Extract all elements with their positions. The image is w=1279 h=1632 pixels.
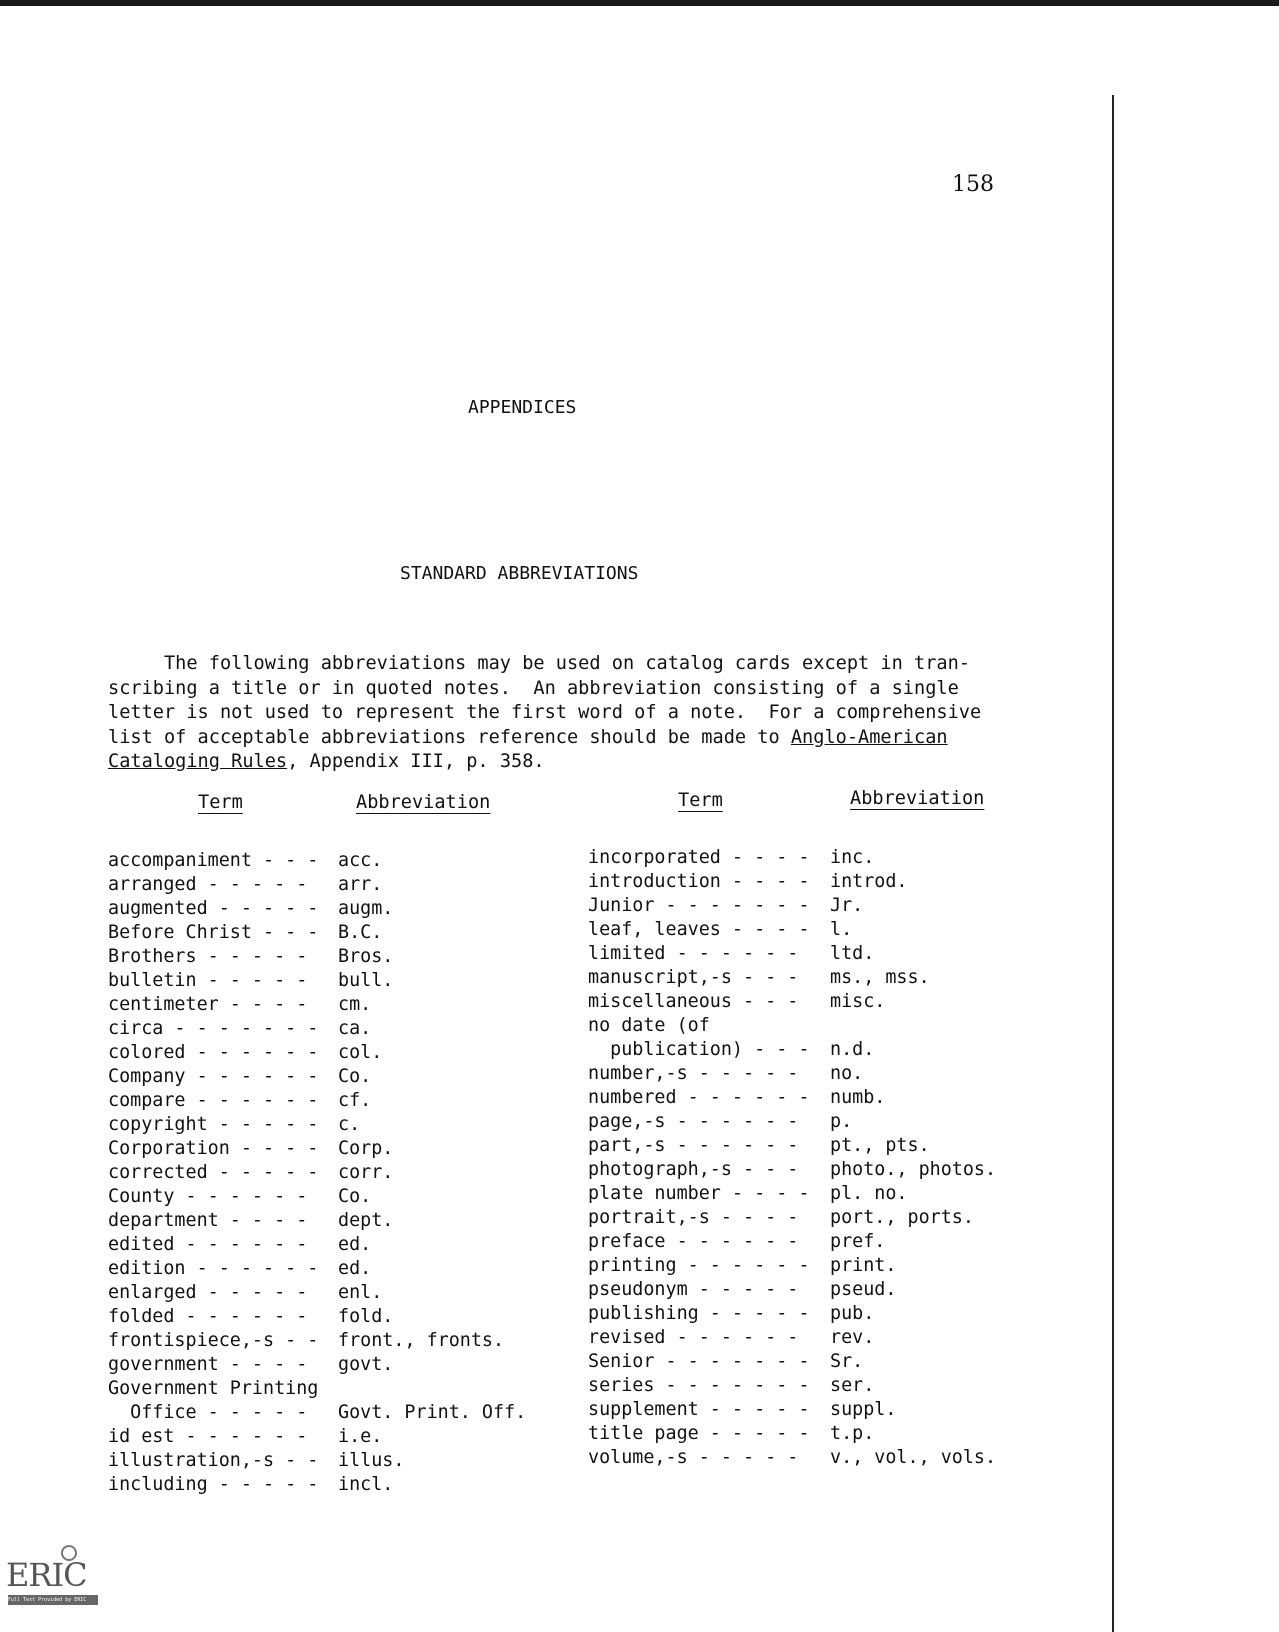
term-cell: Corporation - - - - (108, 1138, 319, 1159)
term-cell: part,-s - - - - - - (588, 1135, 799, 1156)
abbreviation-cell: ltd. (830, 943, 875, 964)
term-cell: number,-s - - - - - (588, 1063, 799, 1084)
intro-line: list of acceptable abbreviations reference should be made to (108, 726, 791, 748)
abbreviation-cell: suppl. (830, 1399, 897, 1420)
intro-paragraph (108, 652, 1008, 775)
term-cell: photograph,-s - - - (588, 1159, 799, 1180)
abbreviation-row (588, 918, 853, 942)
term-cell: folded - - - - - - (108, 1306, 308, 1327)
abbreviation-cell: acc. (338, 850, 383, 871)
term-cell: including - - - - - (108, 1474, 319, 1495)
abbreviation-row (588, 1038, 875, 1062)
abbreviation-row (588, 1398, 897, 1422)
term-cell: leaf, leaves - - - - (588, 919, 810, 940)
left-abbreviation-list (108, 849, 527, 1497)
abbreviation-cell: ser. (830, 1375, 875, 1396)
reference-title: Anglo-American (790, 726, 948, 748)
logo-subtitle: Full Text Provided by ERIC (8, 1595, 98, 1605)
abbreviation-row (588, 942, 875, 966)
abbreviation-row (588, 1326, 875, 1350)
term-cell: government - - - - (108, 1354, 308, 1375)
abbreviation-cell: port., ports. (830, 1207, 974, 1228)
intro-line: , Appendix III, p. 358. (287, 751, 545, 772)
intro-line: scribing a title or in quoted notes. An abbreviation consisting of a single (108, 677, 959, 699)
term-cell: publishing - - - - - (588, 1303, 810, 1324)
abbreviation-row (108, 1209, 394, 1233)
abbreviation-row (108, 1281, 383, 1305)
term-cell: manuscript,-s - - - (588, 967, 799, 988)
logo-text: ERIC (6, 1556, 87, 1594)
term-cell: edition - - - - - - (108, 1258, 319, 1279)
abbreviation-row (108, 1329, 505, 1353)
abbreviation-row (588, 1182, 908, 1206)
abbreviation-row (588, 1446, 997, 1470)
term-cell: Senior - - - - - - - (588, 1351, 810, 1372)
abbreviation-row (108, 1473, 394, 1497)
abbreviation-cell: no. (830, 1063, 864, 1084)
abbreviation-row (588, 1158, 997, 1182)
term-cell: Office - - - - - (108, 1402, 308, 1423)
abbreviation-cell: rev. (830, 1327, 875, 1348)
term-cell: department - - - - (108, 1210, 308, 1231)
abbreviation-row (588, 1302, 875, 1326)
term-cell: preface - - - - - - (588, 1231, 799, 1252)
abbreviation-row (108, 969, 394, 993)
intro-line: letter is not used to represent the first word of a note. For a comprehensive (108, 702, 982, 723)
abbreviation-row (108, 1017, 372, 1041)
section-heading: STANDARD ABBREVIATIONS (400, 563, 639, 584)
term-cell: publication) - - - (588, 1039, 810, 1060)
abbreviation-row (588, 1062, 864, 1086)
abbreviation-row (588, 1206, 974, 1230)
abbreviation-row (588, 846, 875, 870)
abbreviation-cell: print. (830, 1255, 897, 1276)
term-cell: title page - - - - - (588, 1423, 810, 1444)
term-cell: corrected - - - - - (108, 1162, 319, 1183)
abbreviation-cell: ca. (338, 1018, 372, 1039)
abbreviation-row (108, 1377, 318, 1401)
abbreviation-row (108, 849, 383, 873)
abbreviation-row (588, 1374, 875, 1398)
abbreviation-row (108, 1353, 394, 1377)
abbreviation-cell: n.d. (830, 1039, 875, 1060)
abbreviation-cell: i.e. (338, 1426, 383, 1447)
term-cell: portrait,-s - - - - (588, 1207, 799, 1228)
abbreviation-row (108, 1425, 383, 1449)
term-cell: miscellaneous - - - (588, 991, 799, 1012)
abbreviation-row (108, 1065, 372, 1089)
term-cell: compare - - - - - - (108, 1090, 319, 1111)
term-cell: accompaniment - - - (108, 850, 319, 871)
term-cell: augmented - - - - - (108, 898, 319, 919)
abbreviation-cell: ms., mss. (830, 967, 930, 988)
term-cell: Brothers - - - - - (108, 946, 308, 967)
abbreviation-cell: enl. (338, 1282, 383, 1303)
right-abbreviation-header: Abbreviation (850, 788, 985, 809)
abbreviation-row (588, 1278, 897, 1302)
abbreviation-row (108, 1137, 394, 1161)
term-cell: copyright - - - - - (108, 1114, 319, 1135)
abbreviation-cell: B.C. (338, 922, 383, 943)
intro-line: The following abbreviations may be used on catalog cards except in tran- (108, 653, 970, 674)
abbreviation-cell: illus. (338, 1450, 405, 1471)
term-cell: series - - - - - - - (588, 1375, 810, 1396)
term-cell: illustration,-s - - (108, 1450, 319, 1471)
abbreviation-cell: pseud. (830, 1279, 897, 1300)
term-cell: frontispiece,-s - - (108, 1330, 319, 1351)
abbreviation-cell: incl. (338, 1474, 394, 1495)
left-term-header: Term (198, 792, 243, 813)
abbreviation-cell: Corp. (338, 1138, 394, 1159)
abbreviation-cell: bull. (338, 970, 394, 991)
abbreviation-row (108, 1161, 394, 1185)
abbreviation-row (108, 1233, 372, 1257)
abbreviation-cell: arr. (338, 874, 383, 895)
abbreviation-row (588, 966, 930, 990)
term-cell: printing - - - - - - (588, 1255, 810, 1276)
term-cell: pseudonym - - - - - (588, 1279, 799, 1300)
term-cell: Company - - - - - - (108, 1066, 319, 1087)
term-cell: limited - - - - - - (588, 943, 799, 964)
abbreviation-cell: ed. (338, 1258, 372, 1279)
term-cell: County - - - - - - (108, 1186, 308, 1207)
term-cell: introduction - - - - (588, 871, 810, 892)
abbreviation-cell: pt., pts. (830, 1135, 930, 1156)
term-cell: volume,-s - - - - - (588, 1447, 799, 1468)
abbreviation-row (108, 921, 383, 945)
abbreviation-row (108, 1113, 361, 1137)
abbreviation-cell: Sr. (830, 1351, 864, 1372)
abbreviation-row (108, 1449, 405, 1473)
term-cell: no date (of (588, 1015, 710, 1036)
abbreviation-row (108, 1185, 372, 1209)
abbreviation-cell: v., vol., vols. (830, 1447, 997, 1468)
scan-edge-right (1112, 95, 1114, 1632)
abbreviation-cell: pl. no. (830, 1183, 908, 1204)
page-number: 158 (952, 172, 994, 197)
abbreviation-cell: dept. (338, 1210, 394, 1231)
abbreviation-row (588, 1110, 853, 1134)
abbreviation-cell: cf. (338, 1090, 372, 1111)
term-cell: bulletin - - - - - (108, 970, 308, 991)
abbreviation-cell: Jr. (830, 895, 864, 916)
left-abbreviation-header: Abbreviation (356, 792, 491, 813)
abbreviation-cell: numb. (830, 1087, 886, 1108)
abbreviation-cell: corr. (338, 1162, 394, 1183)
term-cell: Junior - - - - - - - (588, 895, 810, 916)
abbreviation-row (588, 870, 908, 894)
term-cell: numbered - - - - - - (588, 1087, 810, 1108)
abbreviation-cell: c. (338, 1114, 361, 1135)
term-cell: arranged - - - - - (108, 874, 308, 895)
term-cell: incorporated - - - - (588, 847, 810, 868)
abbreviation-cell: misc. (830, 991, 886, 1012)
abbreviation-row (588, 1086, 886, 1110)
abbreviation-row (588, 1134, 930, 1158)
term-cell: Government Printing (108, 1378, 319, 1399)
term-cell: centimeter - - - - (108, 994, 308, 1015)
abbreviation-row (588, 1422, 875, 1446)
abbreviation-row (108, 897, 394, 921)
abbreviation-cell: inc. (830, 847, 875, 868)
term-cell: revised - - - - - - (588, 1327, 799, 1348)
abbreviation-cell: pref. (830, 1231, 886, 1252)
term-cell: colored - - - - - - (108, 1042, 319, 1063)
abbreviation-cell: Co. (338, 1186, 372, 1207)
term-cell: id est - - - - - - (108, 1426, 308, 1447)
abbreviation-cell: augm. (338, 898, 394, 919)
abbreviation-row (588, 894, 864, 918)
abbreviation-cell: l. (830, 919, 853, 940)
abbreviation-row (108, 1401, 527, 1425)
term-cell: circa - - - - - - - (108, 1018, 319, 1039)
abbreviation-cell: t.p. (830, 1423, 875, 1444)
abbreviation-row (588, 1230, 886, 1254)
reference-title: Cataloging Rules (108, 751, 288, 772)
abbreviation-cell: Govt. Print. Off. (338, 1402, 527, 1423)
term-cell: Before Christ - - - (108, 922, 319, 943)
abbreviation-row (588, 1350, 864, 1374)
scan-edge-top (0, 0, 1279, 6)
abbreviation-cell: ed. (338, 1234, 372, 1255)
abbreviation-row (588, 1254, 897, 1278)
abbreviation-cell: cm. (338, 994, 372, 1015)
right-abbreviation-list (588, 846, 997, 1470)
term-cell: plate number - - - - (588, 1183, 810, 1204)
abbreviation-row (108, 1089, 372, 1113)
abbreviation-row (108, 1041, 383, 1065)
abbreviation-cell: pub. (830, 1303, 875, 1324)
abbreviation-cell: photo., photos. (830, 1159, 997, 1180)
abbreviation-cell: col. (338, 1042, 383, 1063)
abbreviation-cell: front., fronts. (338, 1330, 505, 1351)
right-term-header: Term (678, 790, 723, 811)
appendices-heading: APPENDICES (468, 397, 577, 418)
abbreviation-cell: fold. (338, 1306, 394, 1327)
abbreviation-row (588, 1014, 809, 1038)
abbreviation-row (588, 990, 886, 1014)
abbreviation-row (108, 873, 383, 897)
term-cell: supplement - - - - - (588, 1399, 810, 1420)
term-cell: edited - - - - - - (108, 1234, 308, 1255)
abbreviation-cell: Co. (338, 1066, 372, 1087)
abbreviation-cell: govt. (338, 1354, 394, 1375)
abbreviation-row (108, 1257, 372, 1281)
abbreviation-row (108, 1305, 394, 1329)
abbreviation-cell: p. (830, 1111, 853, 1132)
term-cell: enlarged - - - - - (108, 1282, 308, 1303)
abbreviation-row (108, 993, 372, 1017)
abbreviation-cell: Bros. (338, 946, 394, 967)
abbreviation-row (108, 945, 394, 969)
abbreviation-cell: introd. (830, 871, 908, 892)
term-cell: page,-s - - - - - - (588, 1111, 799, 1132)
